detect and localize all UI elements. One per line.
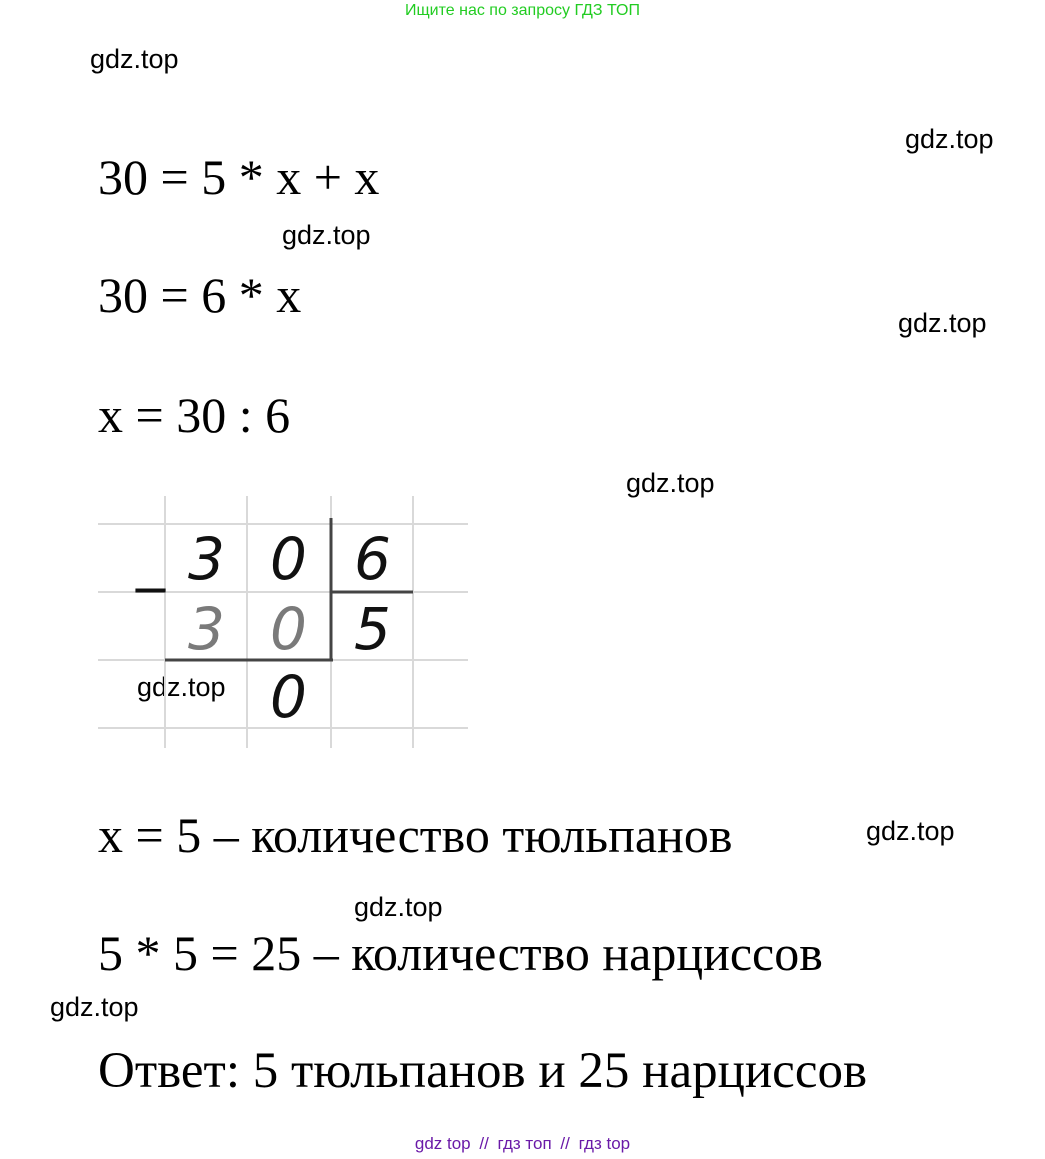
dividend-digit: 3 xyxy=(188,525,225,593)
footer-link[interactable]: гдз top xyxy=(578,1134,631,1153)
answer-line: Ответ: 5 тюльпанов и 25 нарциссов xyxy=(98,1043,868,1099)
watermark: gdz.top xyxy=(50,992,139,1022)
footer-link[interactable]: gdz top xyxy=(414,1134,471,1153)
divisor: 6 xyxy=(354,525,391,593)
watermark: gdz.top xyxy=(866,816,955,846)
watermark: gdz.top xyxy=(626,468,715,498)
watermark: gdz.top xyxy=(898,308,987,338)
footer-links xyxy=(0,1134,1045,1154)
search-banner: Ищите нас по запросу ГДЗ ТОП xyxy=(405,2,640,19)
subtrahend-digit: 0 xyxy=(270,595,307,663)
watermark: gdz.top xyxy=(137,672,226,702)
quotient: 5 xyxy=(354,595,391,663)
subtrahend-digit: 3 xyxy=(188,595,225,663)
minus-sign: _ xyxy=(136,525,165,593)
long-division xyxy=(98,496,470,748)
watermark: gdz.top xyxy=(354,892,443,922)
equation-line-3: x = 30 : 6 xyxy=(98,387,291,443)
watermark: gdz.top xyxy=(90,44,179,74)
remainder: 0 xyxy=(270,663,307,731)
watermark: gdz.top xyxy=(282,220,371,250)
footer-separator: // xyxy=(479,1134,489,1153)
watermark: gdz.top xyxy=(905,124,994,154)
footer-link[interactable]: гдз топ xyxy=(497,1134,552,1153)
footer-separator: // xyxy=(560,1134,570,1153)
equation-line-5: 5 * 5 = 25 – количество нарциссов xyxy=(98,925,823,981)
equation-line-1: 30 = 5 * x + x xyxy=(98,149,380,205)
dividend-digit: 0 xyxy=(270,525,307,593)
equation-line-2: 30 = 6 * x xyxy=(98,267,302,323)
equation-line-4: x = 5 – количество тюльпанов xyxy=(98,807,733,863)
